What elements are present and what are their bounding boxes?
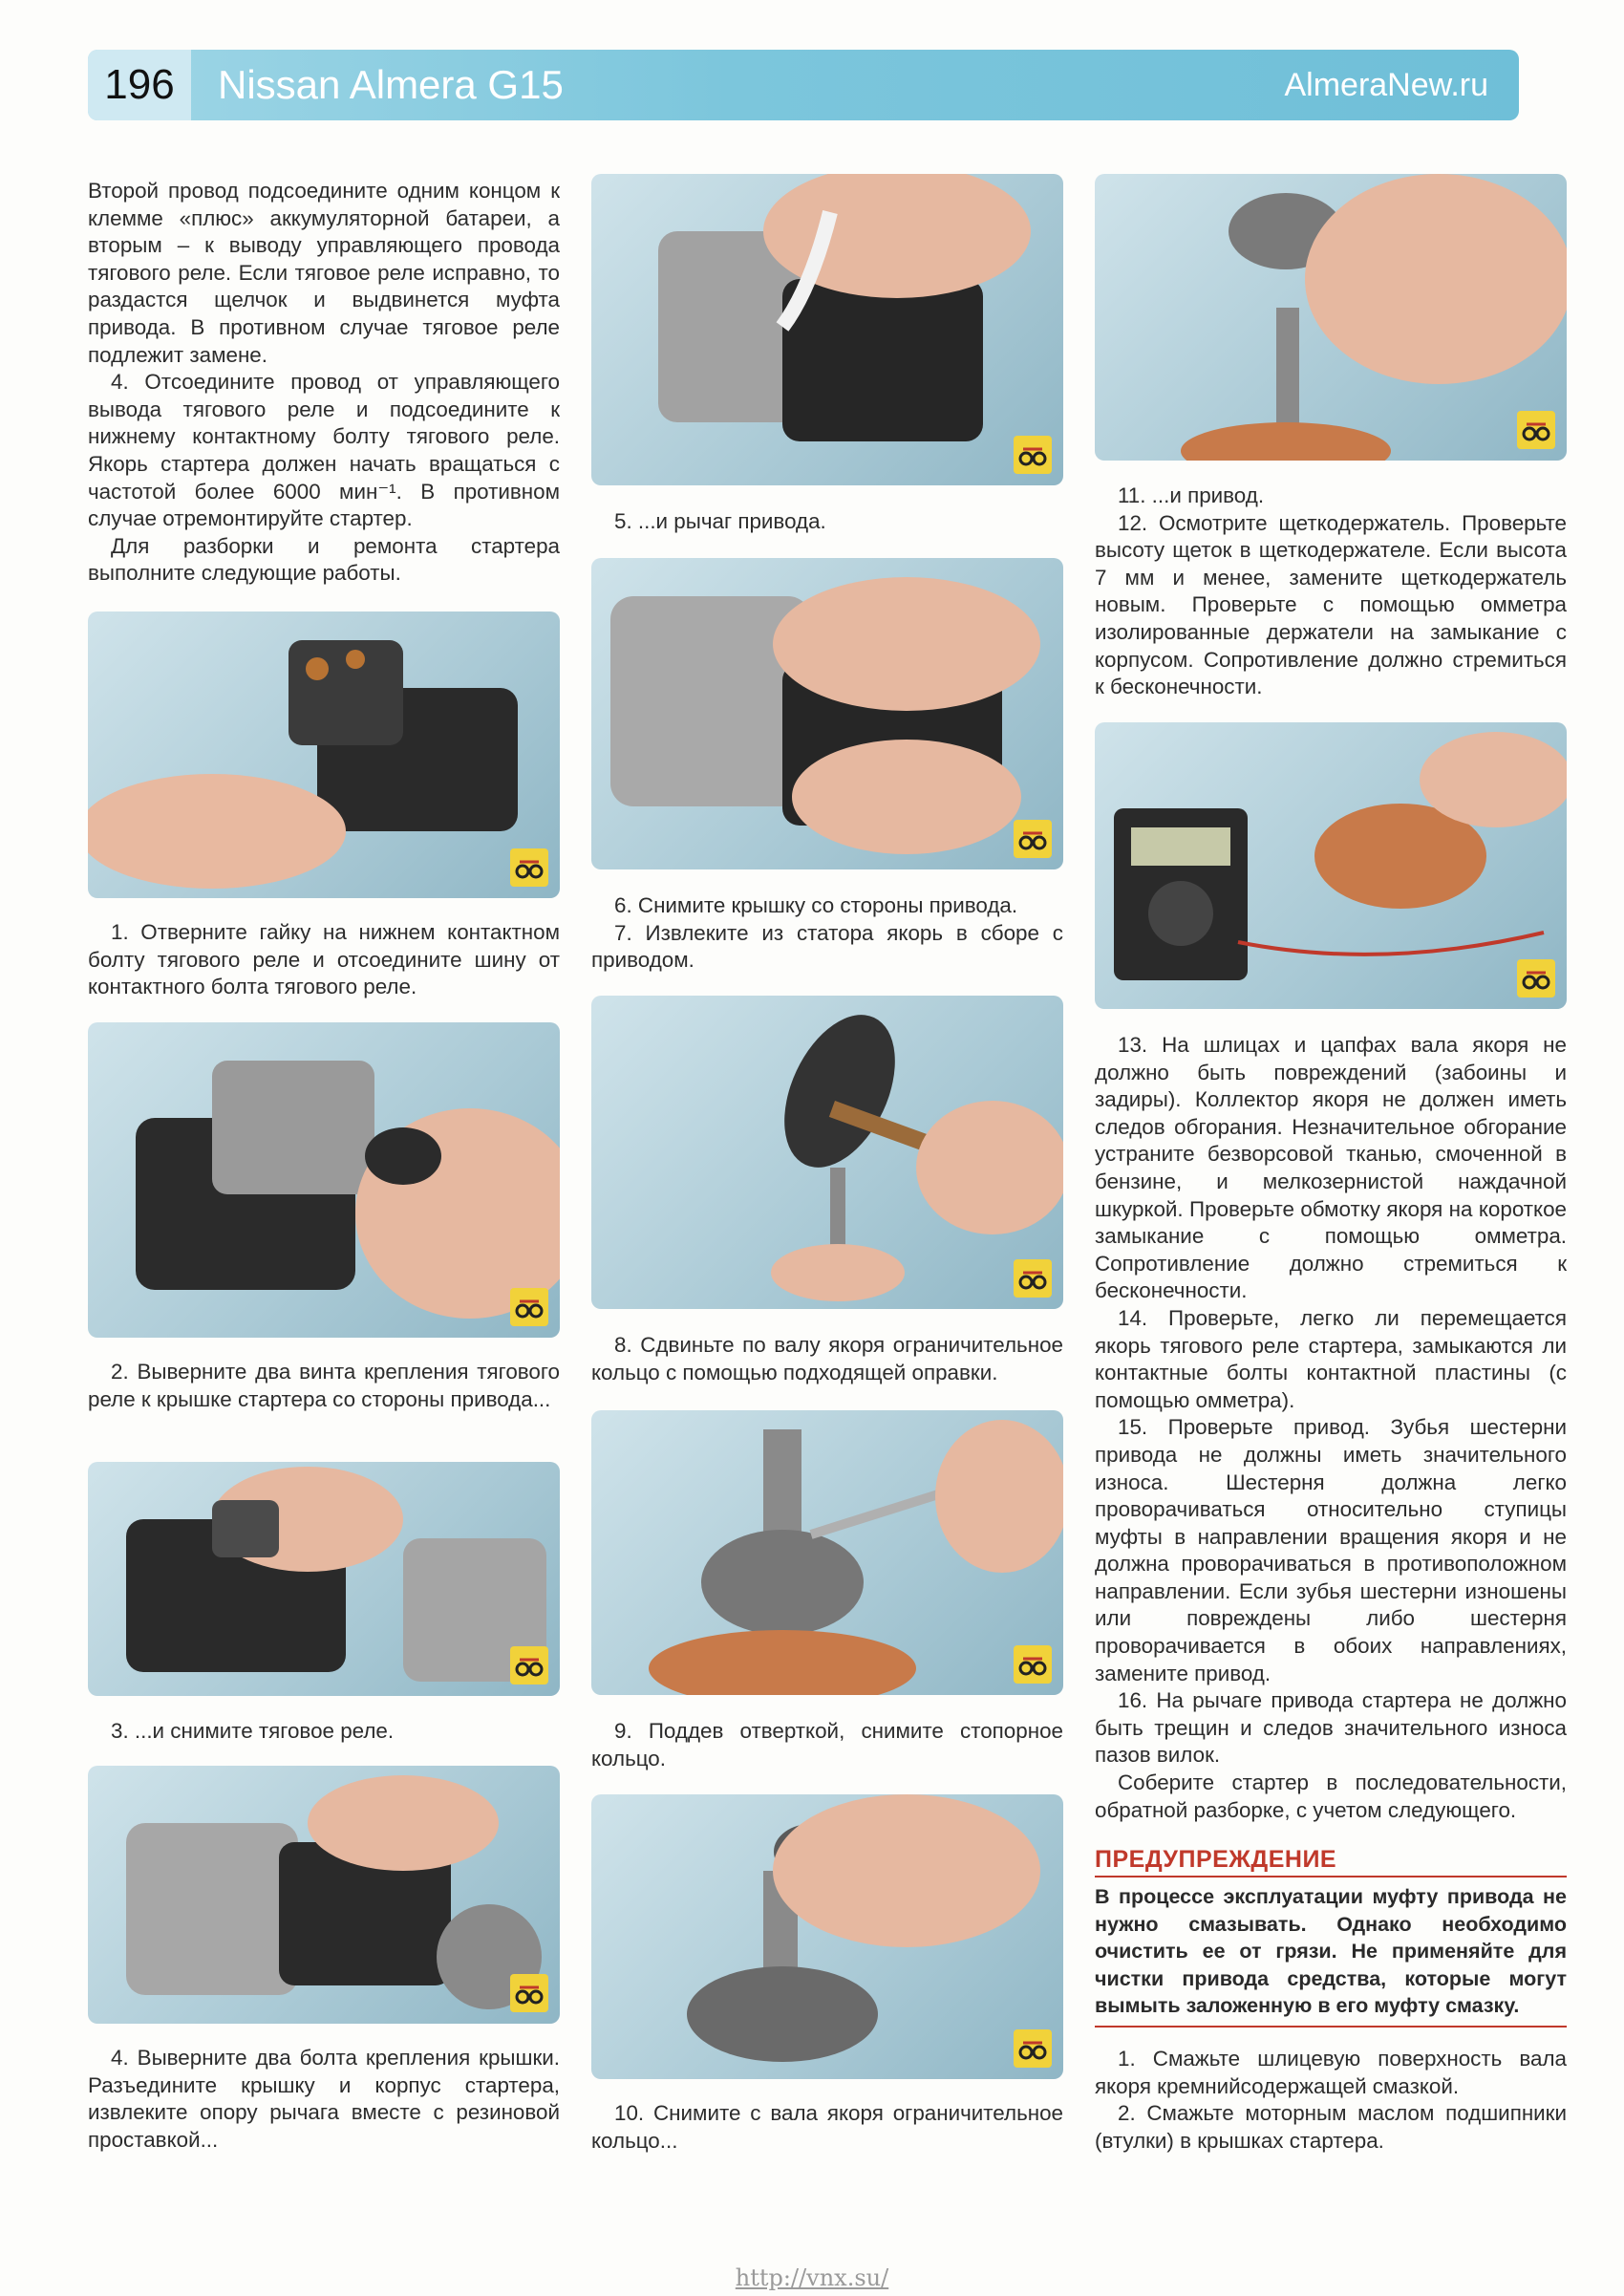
starter-illustration: [88, 612, 560, 898]
photo-step-13: [1095, 722, 1567, 1009]
tools-icon: [510, 1288, 548, 1326]
paragraph: 1. Смажьте шлицевую поверхность вала якоря кремнийсодержащей смазкой.: [1095, 2047, 1567, 2098]
tools-icon: [1014, 1259, 1052, 1298]
caption-step-8: 8. Сдвиньте по валу якоря ограничительное кольцо с помощью подходящей оправки.: [591, 1333, 1063, 1384]
photo-step-11: [1095, 174, 1567, 461]
paragraph: 2. Смажьте моторным маслом подшипники (втулки) в крышках стартера.: [1095, 2101, 1567, 2153]
warning-title: ПРЕДУПРЕЖДЕНИЕ: [1095, 1846, 1567, 1878]
assembly-text: [1095, 2046, 1567, 2155]
photo-step-8: [591, 996, 1063, 1309]
caption-step-1: 1. Отверните гайку на нижнем контактном болту тягового реле и отсоедините шину от контактного болта тягового реле.: [88, 920, 560, 999]
inspection-text: [1095, 1032, 1567, 1824]
tools-icon: [1014, 1645, 1052, 1684]
paragraph: Для разборки и ремонта стартера выполните следующие работы.: [88, 533, 560, 586]
paragraph: 4. Отсоедините провод от управляющего вывода тягового реле и подсоедините к нижнему контактному болту тягового реле. Якорь стартера должен начать вращаться с частотой более 6000 мин⁻¹. В противном случае отремонтируйте стартер.: [88, 370, 560, 531]
page-number: 196: [88, 50, 191, 120]
photo-step-6: [591, 558, 1063, 869]
caption-step-9: 9. Поддев отверткой, снимите стопорное кольцо.: [591, 1719, 1063, 1770]
tools-icon: [510, 1646, 548, 1684]
page-header: [88, 50, 1519, 120]
caption-step-2: 2. Выверните два винта крепления тягового реле к крышке стартера со стороны привода...: [88, 1360, 560, 1411]
book-title: Nissan Almera G15: [218, 62, 564, 107]
photo-step-10: [591, 1794, 1063, 2079]
paragraph: 12. Осмотрите щеткодержатель. Проверьте высоту щеток в щеткодержателе. Если высота 7 мм и менее, замените щеткодержатель новым. Проверьте с помощью омметра изолированные держатели на замыкание с корпусом. Сопротивление должно стремиться к бесконечности.: [1095, 510, 1567, 699]
photo-step-5: [591, 174, 1063, 485]
tools-icon: [510, 1974, 548, 2012]
photo-step-2: [88, 1022, 560, 1338]
paragraph: 13. На шлицах и цапфах вала якоря не должно быть повреждений (забоины и задиры). Коллектор якоря не должен иметь следов обгорания. Незначительное обгорание устраните безворсовой тканью, смоченной в бензине, и мелкозернистой наждачной шкуркой. Проверьте обмотку якоря на короткое замыкание с помощью омметра. Сопротивление должно стремиться к бесконечности.: [1095, 1033, 1567, 1303]
caption-step-6-7: 6. Снимите крышку со стороны привода. 7. Извлеките из статора якорь в сборе с приводом.: [591, 893, 1063, 973]
tools-icon: [1014, 2029, 1052, 2068]
photo-step-9: [591, 1410, 1063, 1695]
caption-step-10: 10. Снимите с вала якоря ограничительное кольцо...: [591, 2101, 1063, 2153]
tools-icon: [1014, 436, 1052, 474]
paragraph: Соберите стартер в последовательности, обратной разборке, с учетом следующего.: [1095, 1770, 1567, 1822]
intro-text: [88, 178, 560, 588]
caption-step-4: 4. Выверните два болта крепления крышки. Разъедините крышку и корпус стартера, извлеките опору рычага вместе с резиновой проставкой...: [88, 2046, 560, 2152]
tools-icon: [1517, 959, 1555, 998]
tools-icon: [1517, 411, 1555, 449]
photo-step-3: [88, 1462, 560, 1696]
photo-step-1: [88, 612, 560, 898]
photo-step-4: [88, 1766, 560, 2024]
paragraph: Второй провод подсоедините одним концом к клемме «плюс» аккумуляторной батареи, а вторым – к выводу управляющего провода тягового реле. Если тяговое реле исправно, то раздастся щелчок и выдвинется муфта привода. В противном случае тяговое реле подлежит замене.: [88, 179, 560, 367]
caption-step-11: 11. ...и привод.: [1118, 483, 1265, 507]
warning-text: В процессе эксплуатации муфту привода не нужно смазывать. Однако необходимо очистить ее от грязи. Не применяйте для чистки привода средства, которые могут вымыть заложенную в его муфту смазку.: [1095, 1883, 1567, 2028]
tools-icon: [1014, 820, 1052, 858]
step-11-12-text: [1095, 483, 1567, 701]
site-name: AlmeraNew.ru: [1284, 67, 1488, 103]
tools-icon: [510, 848, 548, 887]
paragraph: 15. Проверьте привод. Зубья шестерни привода не должны иметь значительного износа. Шестерня должна легко проворачиваться относительно ступицы муфты в направлении вращения якоря и не должна проворачиваться в противоположном направлении. Если зубья шестерни изношены или повреждены либо шестерня проворачивается в обоих направлениях, замените привод.: [1095, 1415, 1567, 1685]
paragraph: 16. На рычаге привода стартера не должно быть трещин и следов значительного износа пазов вилок.: [1095, 1688, 1567, 1768]
paragraph: 14. Проверьте, легко ли перемещается якорь тягового реле стартера, замыкаются ли контактные болты контактной пластины (с помощью омметра).: [1095, 1305, 1567, 1412]
footer-url[interactable]: http://vnx.su/: [735, 2264, 889, 2291]
caption-step-3: 3. ...и снимите тяговое реле.: [111, 1719, 395, 1743]
caption-step-5: 5. ...и рычаг привода.: [614, 509, 826, 533]
